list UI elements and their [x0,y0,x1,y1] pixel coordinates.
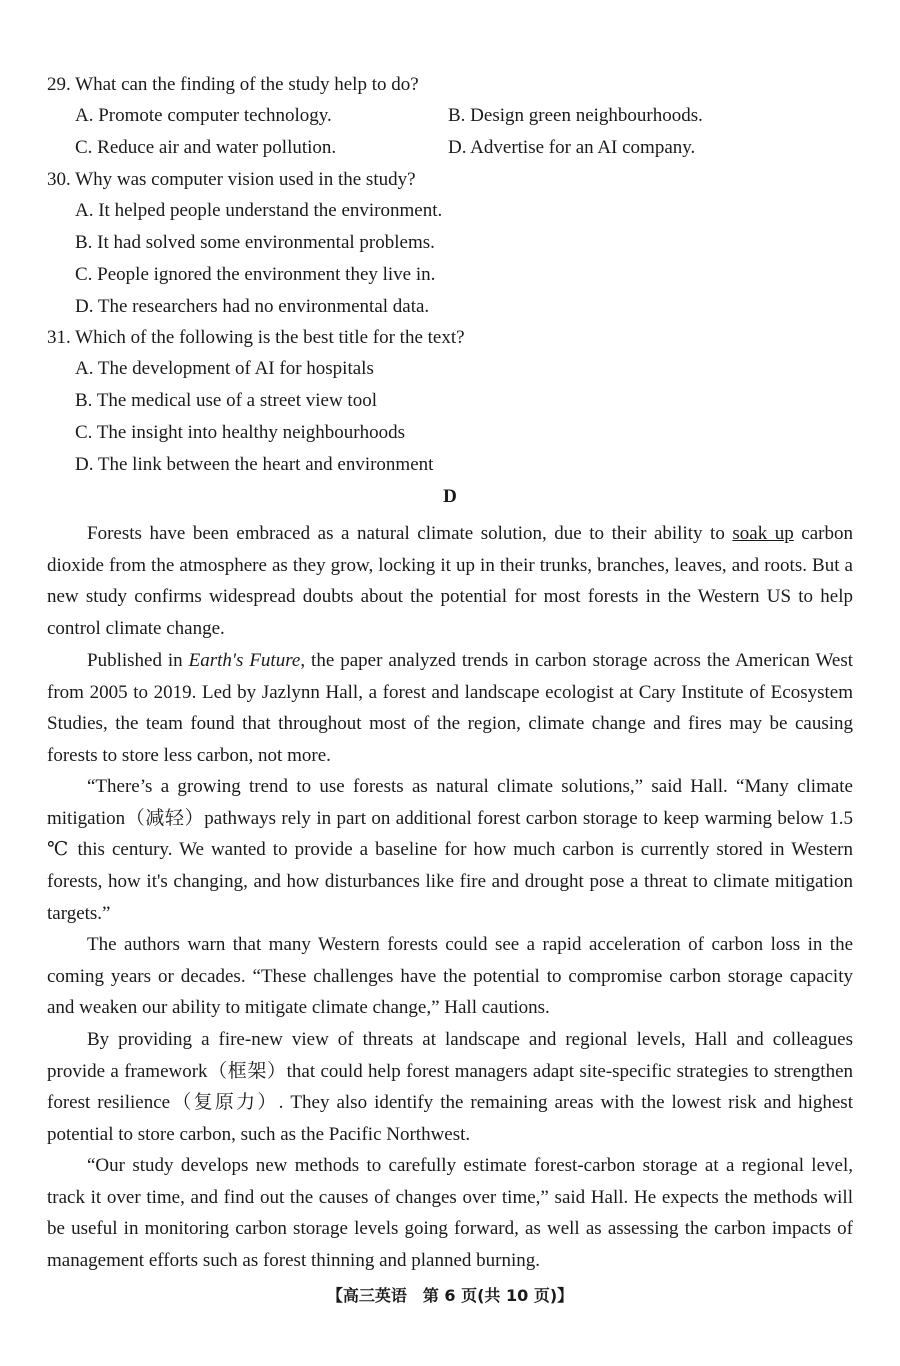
paragraph-text: Published in [87,650,189,671]
q31-option-a: A. The development of AI for hospitals [75,358,374,379]
passage-paragraph-3: “There’s a growing trend to use forests as natural climate solutions,” said Hall. “Many climate mitigation（减轻）pathways rely in part on additional forest carbon storage to keep warming below 1.5 ℃ this century. We wanted to provide a baseline for how much carbon is currently stored in Western forests, how it's changing, and how disturbances like fire and drought pose a threat to climate mitigation targets.” [47,776,853,924]
question-stem: What can the finding of the study help to do? [75,74,419,95]
paragraph-text: Forests have been embraced as a natural climate solution, due to their ability to [87,523,733,544]
paragraph-text: carbon dioxide from the atmosphere as they grow, locking it up in their trunks, branches, leaves, and roots. But a new study confirms widespread doubts about the potential for most forests in the Western US to help control climate change. [47,523,853,640]
q31-option-d: D. The link between the heart and environment [75,454,434,475]
q29-option-d: D. Advertise for an AI company. [448,137,696,158]
q31-option-b: B. The medical use of a street view tool [75,390,377,411]
page-footer: 【高三英语 第 6 页(共 10 页)】 [326,1286,574,1305]
q30-option-b: B. It had solved some environmental problems. [75,232,435,253]
question-31 [47,325,465,351]
journal-title: Earth's Future [188,650,301,671]
q30-option-c: C. People ignored the environment they live in. [75,264,436,285]
question-stem: Which of the following is the best title for the text? [75,327,465,348]
question-stem: Why was computer vision used in the study? [75,169,416,190]
q29-option-a: A. Promote computer technology. [75,105,332,126]
question-number: 30. [47,169,71,190]
q30-option-d: D. The researchers had no environmental data. [75,296,430,317]
q29-option-c: C. Reduce air and water pollution. [75,137,337,158]
underlined-phrase: soak up [732,523,794,544]
question-number: 31. [47,327,71,348]
question-30 [47,167,416,193]
passage-paragraph-6: “Our study develops new methods to carefully estimate forest-carbon storage at a regional level, track it over time, and find out the causes of changes over time,” said Hall. He expects the methods will be useful in monitoring carbon storage levels going forward, as well as assessing the carbon impacts of management efforts such as forest thinning and planned burning. [47,1155,853,1272]
q30-option-a: A. It helped people understand the environment. [75,200,443,221]
passage-paragraph-2 [47,645,853,772]
paragraph-text: , the paper analyzed trends in carbon storage across the American West from 2005 to 2019. Led by Jazlynn Hall, a forest and landscape ecologist at Cary Institute of Ecosystem Studies, the team found that throughout most of the region, climate change and fires may be causing forests to store less carbon, not more. [47,650,853,767]
passage-paragraph-5: By providing a fire-new view of threats at landscape and regional levels, Hall and colleagues provide a framework（框架）that could help forest managers adapt site-specific strategies to strengthen forest resilience（复原力）. They also identify the remaining areas with the lowest risk and highest potential to store carbon, such as the Pacific Northwest. [47,1029,853,1146]
passage-paragraph-4: The authors warn that many Western forests could see a rapid acceleration of carbon loss in the coming years or decades. “These challenges have the potential to compromise carbon storage capacity and weaken our ability to mitigate climate change,” Hall cautions. [47,934,853,1019]
q29-option-b: B. Design green neighbourhoods. [448,105,703,126]
question-29 [47,72,419,98]
passage-paragraph-1 [47,518,853,645]
question-number: 29. [47,74,71,95]
passage-heading: D [443,486,457,507]
q31-option-c: C. The insight into healthy neighbourhoods [75,422,406,443]
